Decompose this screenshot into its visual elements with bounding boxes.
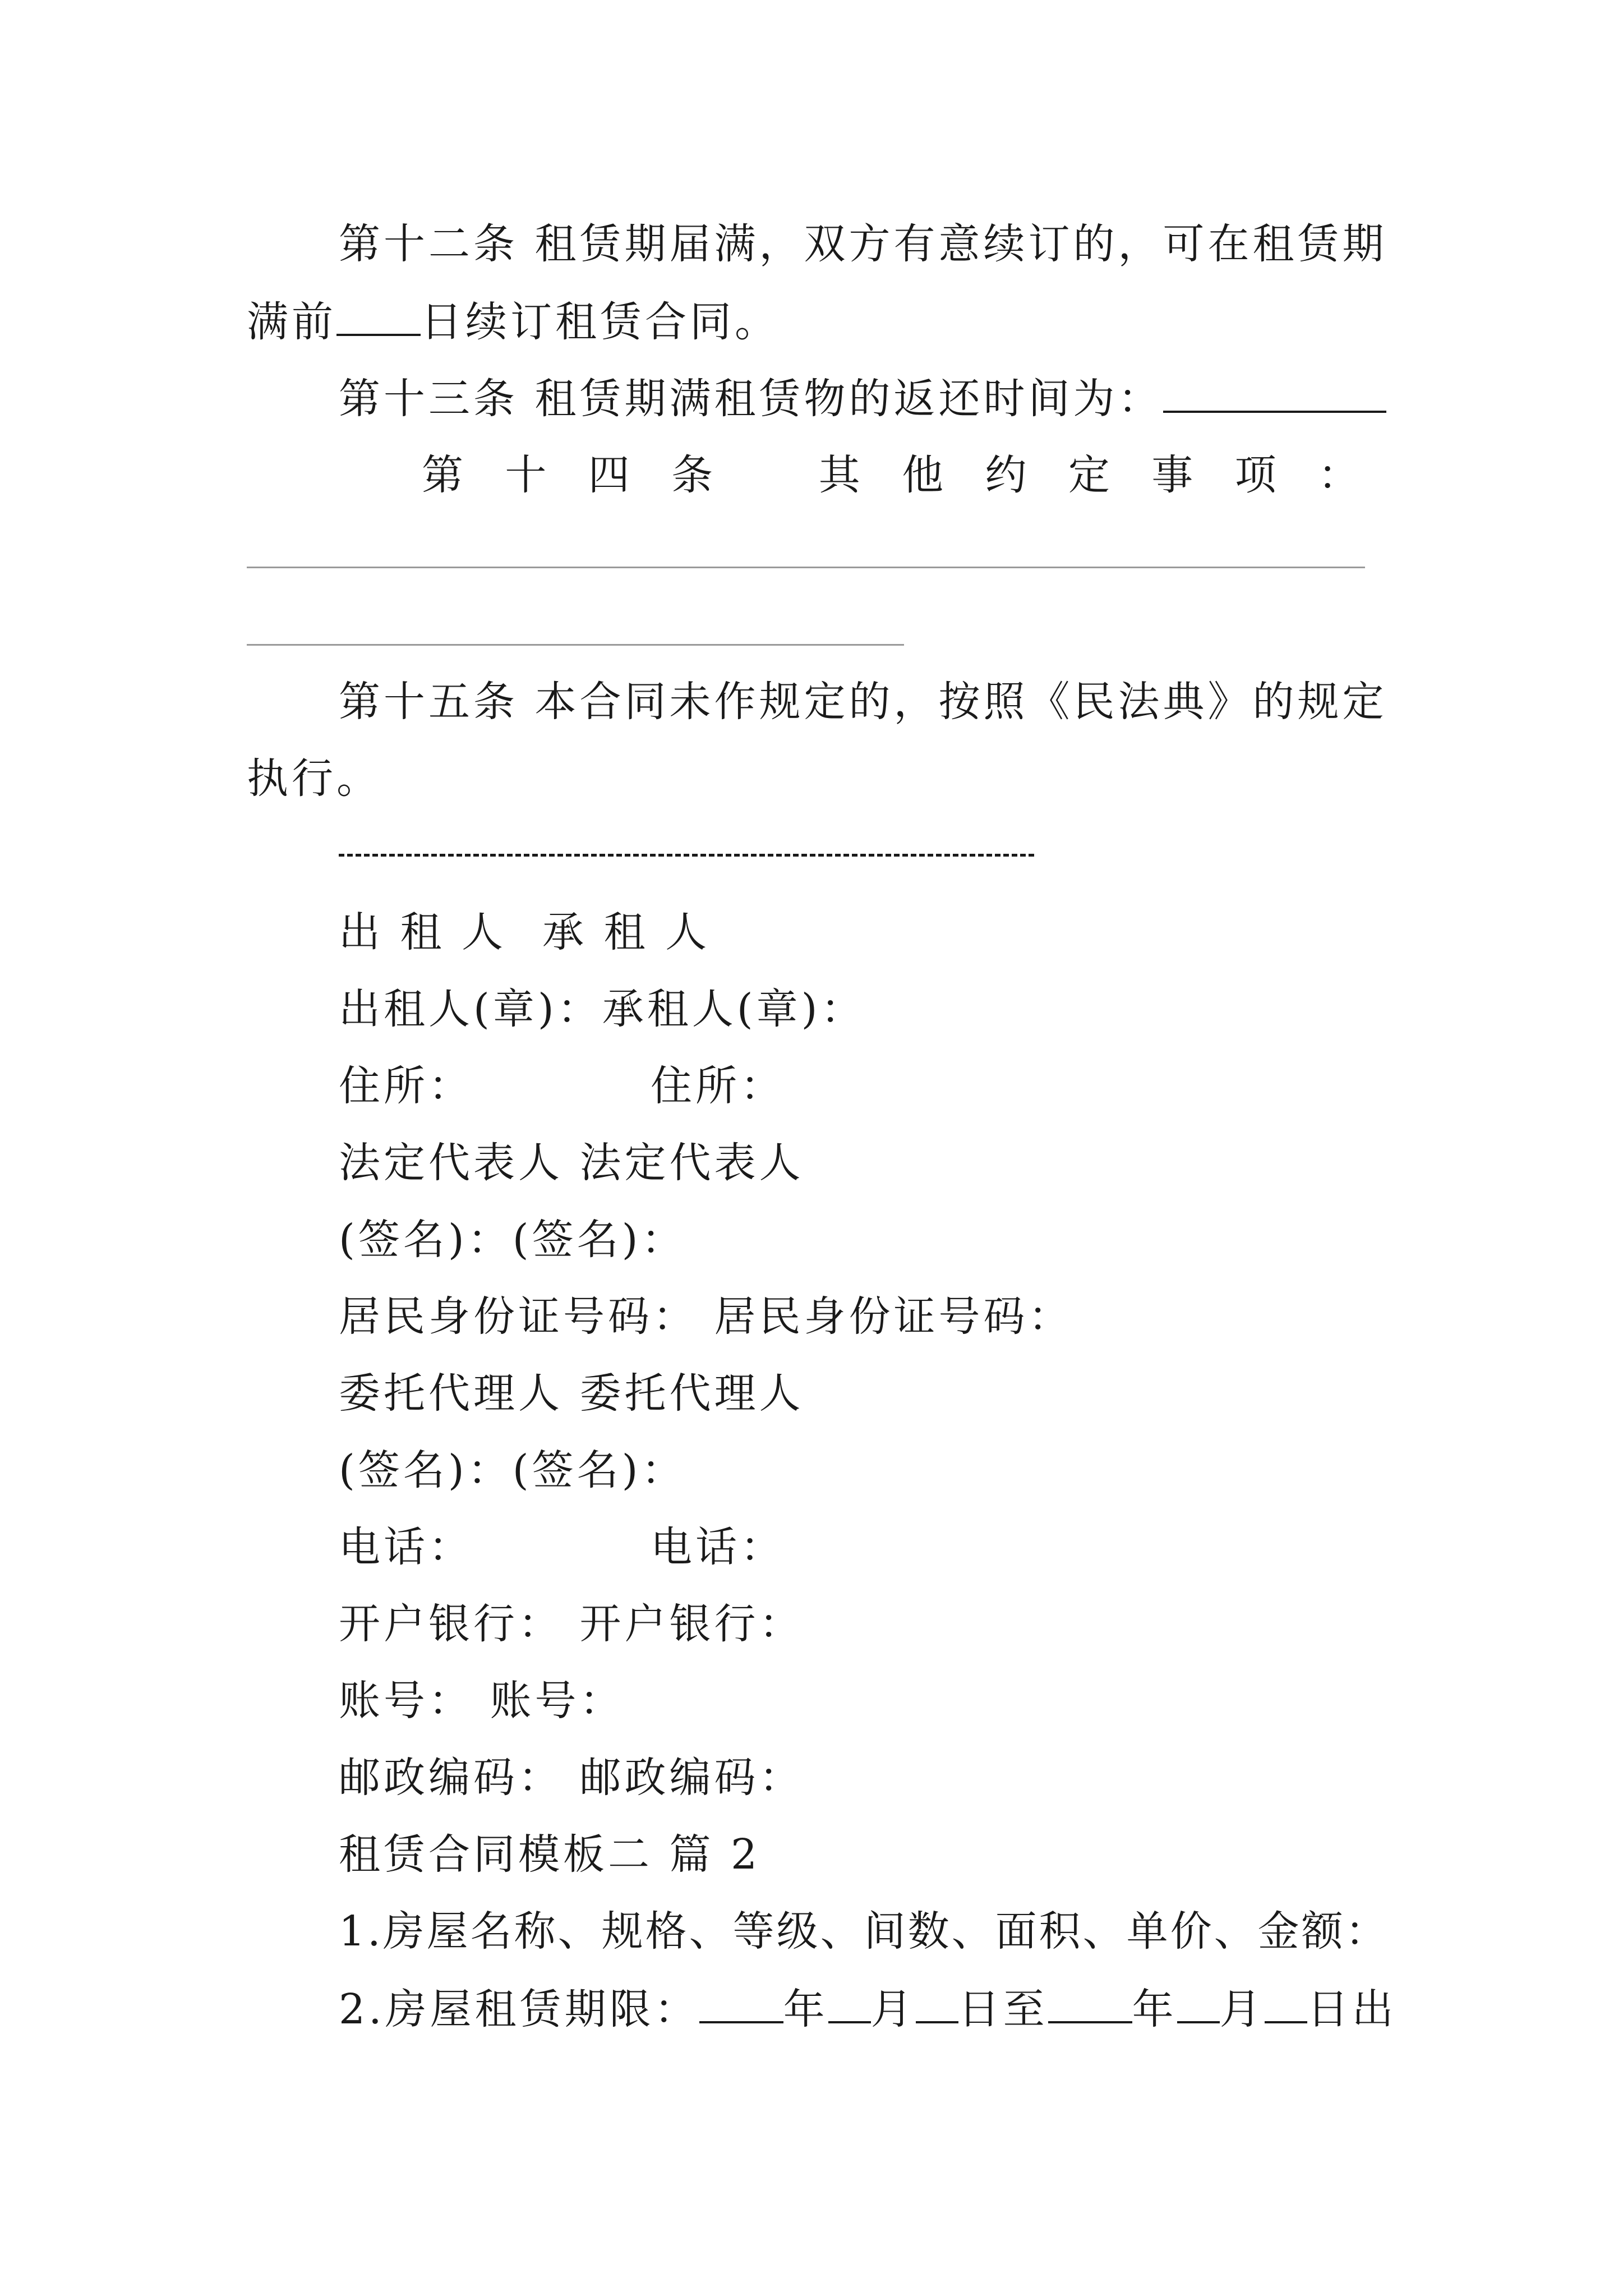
seal-line: 出租人(章)：承租人(章)： [339,985,866,1033]
article-15-line-2: 执行。 [247,754,381,803]
end-day-label: 日出 [1307,1985,1397,2033]
article-13-text: 第十三条 租赁期满租赁物的返还时间为： [339,375,1163,423]
lease-term-label: 2.房屋租赁期限： [339,1985,699,2033]
article-12-suffix: 日续订租赁合同。 [421,298,780,346]
lessor-phone-label: 电话： [339,1523,473,1571]
lessee-address-label: 住所： [651,1062,785,1110]
article-14-char: 四 [588,451,630,499]
start-year-label: 年 [783,1985,828,2033]
article-14-char: ： [1317,451,1359,499]
bank-line: 开户银行： 开户银行： [339,1600,804,1648]
article-15-line-1: 第十五条 本合同未作规定的，按照《民法典》的规定 [339,678,1387,726]
article-13 [339,375,1386,423]
lessee-phone-label: 电话： [651,1523,785,1571]
article-14-char: 其 [818,451,860,499]
start-month-blank [828,1987,871,2023]
article-14-char: 第 [422,451,463,499]
article-14-gap [754,454,777,496]
start-month-label: 月 [870,1985,916,2033]
start-day-blank [916,1987,958,2023]
signature-header [339,908,711,956]
account-line: 账号： 账号： [339,1677,625,1725]
postcode-line: 邮政编码： 邮政编码： [339,1754,804,1802]
signature-line-2: (签名)：(签名)： [339,1446,686,1494]
article-12-line-1: 第十二条 租赁期届满，双方有意续订的，可在租赁期 [339,220,1387,268]
section-2-item-1: 1.房屋名称、规格、等级、间数、面积、单价、金额： [339,1907,1389,1955]
article-14-char: 事 [1151,451,1193,499]
article-14-char: 条 [671,451,713,499]
phone-line [339,1523,785,1571]
section-2-title: 租赁合同模板二 篇 2 [339,1830,761,1879]
section-2-item-2 [339,1985,1397,2033]
article-14-char: 定 [1068,451,1110,499]
id-number-line: 居民身份证号码： 居民身份证号码： [339,1292,1073,1341]
legal-rep-line: 法定代表人 法定代表人 [339,1139,804,1187]
end-day-blank [1265,1987,1307,2023]
article-14-char: 十 [505,451,547,499]
end-year-blank [1048,1987,1132,2023]
start-day-label: 日至 [958,1985,1048,2033]
agent-line: 委托代理人 委托代理人 [339,1369,804,1418]
address-line [339,1062,785,1110]
article-12-line-2 [247,298,780,346]
article-13-return-time-blank [1163,377,1386,413]
article-12-prefix: 满前 [247,298,336,346]
article-14-heading [422,451,1359,499]
article-14-char: 约 [985,451,1027,499]
signature-divider [339,854,1034,857]
signature-line-1: (签名)：(签名)： [339,1216,686,1264]
article-14-blank-line-2 [247,644,904,646]
lessor-header: 出 租 人 [339,908,507,956]
article-14-char: 他 [902,451,944,499]
start-year-blank [699,1987,783,2023]
article-12-days-blank [336,300,421,336]
end-month-blank [1177,1987,1220,2023]
lessor-address-label: 住所： [339,1062,473,1110]
article-14-blank-line-1 [247,567,1365,568]
article-14-char: 项 [1234,451,1276,499]
end-year-label: 年 [1132,1985,1177,2033]
end-month-label: 月 [1219,1985,1265,2033]
lessee-header: 承 租 人 [542,908,711,956]
